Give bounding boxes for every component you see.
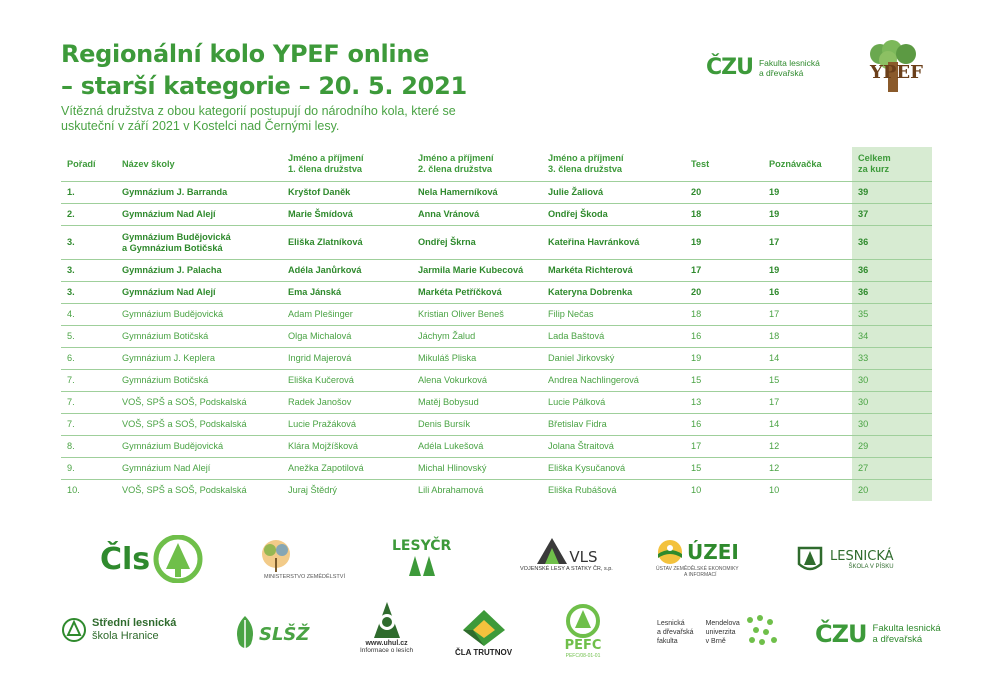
uhul-logo-text-2: Informace o lesích: [360, 647, 414, 654]
vls-triangle-icon: [535, 536, 569, 566]
table-row: [61, 392, 932, 414]
member-2-cell: Markéta Petříčková: [412, 282, 542, 304]
rank-cell: 7.: [61, 392, 116, 414]
rank-cell: 4.: [61, 304, 116, 326]
total-cell: 30: [852, 370, 932, 392]
member-2-cell: Matěj Bobysud: [412, 392, 542, 414]
header-member-2: Jméno a příjmení 2. člena družstva: [412, 147, 542, 182]
header-identification: Poznávačka: [763, 147, 852, 182]
rank-cell: 8.: [61, 436, 116, 458]
school-cell: Gymnázium Budějovická a Gymnázium Botičská: [116, 226, 282, 260]
member-2-cell: Nela Hamerníková: [412, 182, 542, 204]
test-cell: 13: [685, 392, 763, 414]
school-cell: VOŠ, SPŠ a SOŠ, Podskalská: [116, 414, 282, 436]
total-cell: 36: [852, 282, 932, 304]
header-member-1: Jméno a příjmení 1. člena družstva: [282, 147, 412, 182]
table-header-row: [61, 147, 932, 182]
member-3-cell: Eliška Kysučanová: [542, 458, 685, 480]
title-line-1: Regionální kolo YPEF online: [61, 40, 430, 68]
school-cell: Gymnázium Budějovická: [116, 436, 282, 458]
member-3-cell: Filip Nečas: [542, 304, 685, 326]
uzei-logo: [656, 538, 739, 578]
total-cell: 36: [852, 226, 932, 260]
member-1-cell: Marie Šmídová: [282, 204, 412, 226]
uzei-globe-icon: [656, 538, 684, 566]
member-3-cell: Andrea Nachlingerová: [542, 370, 685, 392]
member-3-cell: Kateryna Dobrenka: [542, 282, 685, 304]
hranice-logo-text-1: Střední lesnická: [92, 617, 177, 629]
pisek-tree-icon: [795, 544, 825, 574]
header-school: Název školy: [116, 147, 282, 182]
mendelu-right-3: v Brně: [705, 637, 726, 645]
lesycr-tree-icon: [407, 554, 437, 578]
school-cell: Gymnázium J. Palacha: [116, 260, 282, 282]
table-row: [61, 414, 932, 436]
lesycr-logo: [392, 538, 451, 578]
czu-logo-header: [706, 55, 820, 80]
member-2-cell: Denis Bursík: [412, 414, 542, 436]
pefc-tree-icon: [563, 604, 603, 638]
table-row: [61, 282, 932, 304]
rank-cell: 3.: [61, 226, 116, 260]
table-row: [61, 436, 932, 458]
test-cell: 17: [685, 260, 763, 282]
mendelu-right-2: univerzita: [705, 628, 736, 636]
rank-cell: 5.: [61, 326, 116, 348]
member-3-cell: Julie Žaliová: [542, 182, 685, 204]
member-2-cell: Adéla Lukešová: [412, 436, 542, 458]
table-row: [61, 204, 932, 226]
identification-cell: 17: [763, 226, 852, 260]
rank-cell: 9.: [61, 458, 116, 480]
table-row: [61, 480, 932, 502]
mze-tree-icon: [256, 538, 296, 574]
header-test: Test: [685, 147, 763, 182]
czu-logo-text-1: Fakulta lesnická: [758, 57, 820, 68]
school-cell: Gymnázium J. Keplera: [116, 348, 282, 370]
member-3-cell: Ondřej Škoda: [542, 204, 685, 226]
test-cell: 16: [685, 414, 763, 436]
test-cell: 20: [685, 182, 763, 204]
test-cell: 15: [685, 458, 763, 480]
ypef-logo-mark: YPEF: [870, 62, 923, 83]
school-cell: Gymnázium Botičská: [116, 370, 282, 392]
vls-logo: [520, 536, 613, 572]
rank-cell: 6.: [61, 348, 116, 370]
rank-cell: 2.: [61, 204, 116, 226]
school-cell: VOŠ, SPŠ a SOŠ, Podskalská: [116, 392, 282, 414]
vls-logo-mark: VLS: [569, 548, 598, 566]
member-3-cell: Břetislav Fidra: [542, 414, 685, 436]
pisek-logo-text: ŠKOLA V PÍSKU: [848, 563, 894, 570]
mendelu-dots-icon: [742, 612, 782, 652]
table-row: [61, 260, 932, 282]
total-cell: 27: [852, 458, 932, 480]
member-3-cell: Eliška Rubášová: [548, 485, 617, 495]
mendelu-logo: [657, 612, 782, 652]
member-2-cell: Jáchym Žalud: [412, 326, 542, 348]
member-1-cell: Lucie Pražáková: [282, 414, 412, 436]
member-1-cell: Adéla Janůrková: [282, 260, 412, 282]
uzei-logo-mark: ÚZEI: [687, 540, 739, 564]
identification-cell: 12: [763, 458, 852, 480]
mze-logo: [256, 538, 345, 580]
identification-cell: 15: [763, 370, 852, 392]
hranice-logo-text-2: škola Hranice: [92, 630, 159, 642]
identification-cell: 14: [763, 348, 852, 370]
uzei-logo-text-2: A INFORMACÍ: [684, 572, 717, 578]
subtitle: Vítězná družstva z obou kategorií postupují do národního kola, které se uskuteční v září 2021 v Kostelci nad Černými lesy.: [61, 104, 456, 133]
slsz-logo-mark: SLŠŽ: [259, 623, 310, 645]
school-cell: Gymnázium Nad Alejí: [116, 282, 282, 304]
member-3-cell: Lada Baštová: [542, 326, 685, 348]
header-member-3: Jméno a příjmení 3. člena družstva: [542, 147, 685, 182]
total-cell: 20: [852, 480, 932, 502]
test-cell: 19: [685, 226, 763, 260]
member-1-cell: Juraj Štědrý: [288, 485, 338, 495]
school-cell: Gymnázium Botičská: [116, 326, 282, 348]
cla-trutnov-logo: [455, 608, 512, 657]
member-2-cell: Michal Hlinovský: [412, 458, 542, 480]
pefc-logo-code: PEFC/08-01-01: [565, 653, 601, 659]
lesycr-logo-mark: LESYČR: [392, 538, 452, 554]
identification-cell: 17: [763, 304, 852, 326]
test-cell: 18: [685, 304, 763, 326]
slsz-leaf-icon: [231, 614, 259, 654]
table-row: [61, 226, 932, 260]
czu-footer-text-1: Fakulta lesnická: [872, 623, 941, 634]
mendelu-left-2: a dřevařská: [657, 628, 694, 636]
lesnicka-skola-pisek-logo: [795, 544, 894, 574]
mendelu-right-1: Mendelova: [705, 619, 740, 627]
identification-cell: 19: [763, 182, 852, 204]
vls-logo-text: VOJENSKÉ LESY A STATKY ČR, s.p.: [520, 566, 613, 572]
member-3-cell: Lucie Pálková: [542, 392, 685, 414]
member-2-cell: Kristian Oliver Beneš: [412, 304, 542, 326]
member-3-cell: Daniel Jirkovský: [542, 348, 685, 370]
table-row: [61, 458, 932, 480]
rank-cell: 3.: [61, 260, 116, 282]
member-1-cell: Radek Janošov: [282, 392, 412, 414]
identification-cell: 14: [763, 414, 852, 436]
total-cell: 30: [852, 414, 932, 436]
slsz-logo: [231, 614, 309, 654]
uzei-logo-text-1: ÚSTAV ZEMĚDĚLSKÉ EKONOMIKY: [656, 566, 739, 572]
czu-logo-text-2: a dřevařská: [758, 67, 804, 78]
header-rank: Pořadí: [61, 147, 116, 182]
cla-diamond-icon: [459, 608, 509, 648]
mendelu-left-3: fakulta: [657, 637, 678, 645]
member-3-cell: Kateřina Havránková: [542, 226, 685, 260]
identification-cell: 16: [763, 282, 852, 304]
pisek-logo-mark: LESNICKÁ: [830, 548, 894, 564]
total-cell: 36: [852, 260, 932, 282]
table-row: [61, 326, 932, 348]
identification-cell: 17: [763, 392, 852, 414]
member-1-cell: Eliška Kučerová: [282, 370, 412, 392]
uhul-logo: [360, 600, 413, 654]
header-total: Celkem za kurz: [852, 147, 932, 182]
sls-hranice-logo: [61, 617, 176, 643]
test-cell: 19: [685, 348, 763, 370]
czu-footer-mark: ČZU: [815, 620, 867, 648]
member-1-cell: Adam Plešinger: [282, 304, 412, 326]
hranice-emblem-icon: [61, 617, 87, 643]
member-2-cell: Jarmila Marie Kubecová: [412, 260, 542, 282]
cls-logo-mark: Čls: [100, 541, 151, 577]
total-cell: 39: [852, 182, 932, 204]
title-line-2: – starší kategorie – 20. 5. 2021: [61, 72, 467, 100]
total-cell: 33: [852, 348, 932, 370]
test-cell: 16: [685, 326, 763, 348]
member-2-cell: Lili Abrahamová: [418, 485, 484, 495]
uhul-emblem-icon: [372, 600, 402, 640]
school-cell: Gymnázium J. Barranda: [116, 182, 282, 204]
table-row: [61, 304, 932, 326]
total-cell: 29: [852, 436, 932, 458]
table-row: [61, 182, 932, 204]
page-title: [61, 38, 581, 102]
member-1-cell: Klára Mojžíšková: [282, 436, 412, 458]
mendelu-left-1: Lesnická: [657, 619, 685, 627]
czu-logo-footer: [815, 620, 941, 648]
identification-cell: 18: [763, 326, 852, 348]
member-1-cell: Eliška Zlatníková: [282, 226, 412, 260]
rank-cell: 7.: [61, 370, 116, 392]
total-cell: 37: [852, 204, 932, 226]
pefc-logo: [563, 604, 603, 659]
member-2-cell: Anna Vránová: [412, 204, 542, 226]
results-table: [61, 147, 932, 501]
total-cell: 35: [852, 304, 932, 326]
test-cell: 18: [685, 204, 763, 226]
test-cell: 20: [685, 282, 763, 304]
total-cell: 30: [852, 392, 932, 414]
total-cell: 34: [852, 326, 932, 348]
cls-logo: [100, 535, 204, 583]
school-cell: VOŠ, SPŠ a SOŠ, Podskalská: [122, 485, 247, 495]
member-1-cell: Ingrid Majerová: [282, 348, 412, 370]
member-2-cell: Alena Vokurková: [412, 370, 542, 392]
member-2-cell: Ondřej Škrna: [412, 226, 542, 260]
cls-tree-icon: [152, 535, 204, 583]
rank-cell: 7.: [61, 414, 116, 436]
school-cell: Gymnázium Nad Alejí: [116, 458, 282, 480]
identification-cell: 12: [763, 436, 852, 458]
member-1-cell: Kryštof Daněk: [282, 182, 412, 204]
rank-cell: 3.: [61, 282, 116, 304]
member-1-cell: Ema Jánská: [282, 282, 412, 304]
identification-cell: 19: [763, 204, 852, 226]
test-cell: 15: [685, 370, 763, 392]
pefc-logo-mark: PEFC: [564, 638, 602, 653]
member-2-cell: Mikuláš Pliska: [412, 348, 542, 370]
czu-footer-text-2: a dřevařská: [872, 634, 923, 645]
identification-cell: 19: [763, 260, 852, 282]
member-1-cell: Anežka Zapotilová: [282, 458, 412, 480]
rank-cell: 10.: [67, 485, 80, 495]
member-3-cell: Markéta Richterová: [542, 260, 685, 282]
cla-logo-text: ČLA TRUTNOV: [455, 648, 513, 657]
identification-cell: 10: [769, 485, 780, 495]
table-row: [61, 370, 932, 392]
uhul-logo-text-1: www.uhul.cz: [365, 640, 408, 647]
rank-cell: 1.: [61, 182, 116, 204]
member-1-cell: Olga Michalová: [282, 326, 412, 348]
member-3-cell: Jolana Štraitová: [542, 436, 685, 458]
school-cell: Gymnázium Budějovická: [116, 304, 282, 326]
school-cell: Gymnázium Nad Alejí: [116, 204, 282, 226]
mze-logo-text: MINISTERSTVO ZEMĚDĚLSTVÍ: [264, 574, 345, 580]
test-cell: 10: [691, 485, 702, 495]
table-row: [61, 348, 932, 370]
test-cell: 17: [685, 436, 763, 458]
ypef-logo: [862, 40, 926, 94]
czu-logo-mark: ČZU: [706, 55, 753, 80]
